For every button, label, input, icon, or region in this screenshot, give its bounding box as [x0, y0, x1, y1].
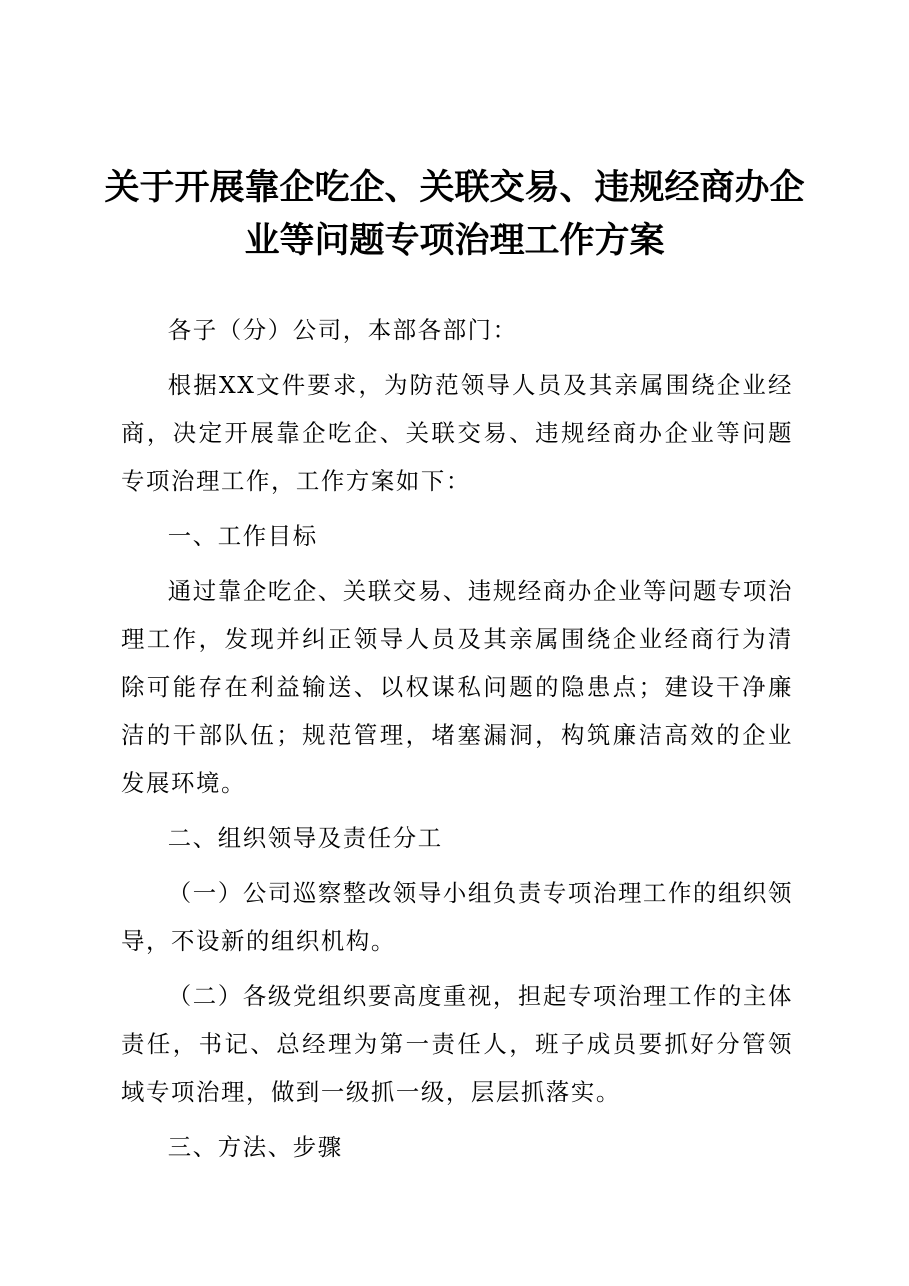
organization-item-1: （一）公司巡察整改领导小组负责专项治理工作的组织领导，不设新的组织机构。	[121, 879, 793, 955]
organization-item-2: （二）各级党组织要高度重视，担起专项治理工作的主体责任，书记、总经理为第一责任人，班子成员要抓好分管领域专项治理，做到一级抓一级，层层抓落实。	[121, 982, 793, 1106]
section-heading-organization: 二、组织领导及责任分工	[167, 824, 443, 852]
document-body	[121, 306, 793, 1178]
salutation: 各子（分）公司，本部各部门：	[167, 316, 518, 344]
goals-paragraph: 通过靠企吃企、关联交易、违规经商办企业等问题专项治理工作，发现并纠正领导人员及其亲属围绕企业经商行为清除可能存在利益输送、以权谋私问题的隐患点；建设干净廉洁的干部队伍；规范管理，堵塞漏洞，构筑廉洁高效的企业发展环境。	[121, 577, 793, 797]
intro-paragraph: 根据XX文件要求，为防范领导人员及其亲属围绕企业经商，决定开展靠企吃企、关联交易、违规经商办企业等问题专项治理工作，工作方案如下：	[121, 371, 793, 495]
title-line-1: 关于开展靠企吃企、关联交易、违规经商办企	[104, 168, 805, 208]
title-line-2: 业等问题专项治理工作方案	[244, 221, 665, 261]
section-heading-goals: 一、工作目标	[167, 522, 318, 550]
section-heading-methods: 三、方法、步骤	[167, 1133, 343, 1161]
document-title	[100, 162, 809, 268]
